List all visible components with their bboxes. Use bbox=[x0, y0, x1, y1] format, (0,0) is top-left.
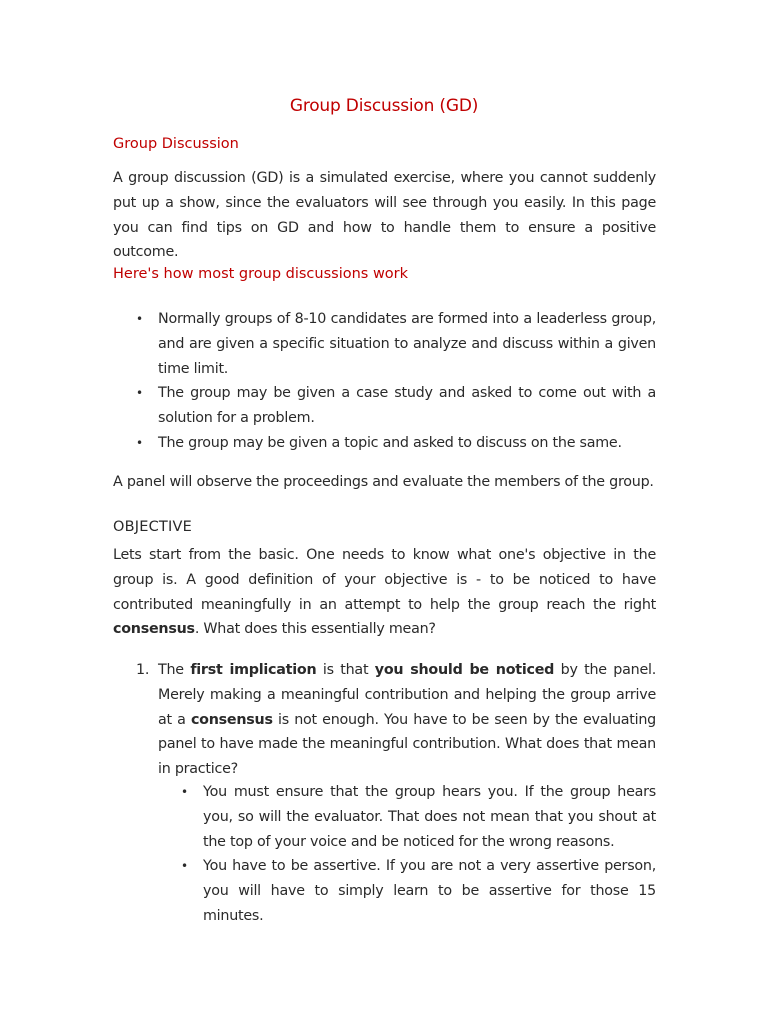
gd-bullet-list bbox=[136, 307, 656, 456]
bullet-icon: • bbox=[136, 312, 143, 326]
page-title: Group Discussion (GD) bbox=[289, 96, 479, 116]
objective-heading: OBJECTIVE bbox=[113, 519, 192, 535]
implication-bold: first implication bbox=[190, 662, 317, 678]
objective-bold-consensus: consensus bbox=[113, 621, 195, 638]
list-item bbox=[181, 854, 656, 928]
objective-text-start: Lets start from the basic. One needs to know what one's objective in the group is. A good definition of your objective is - to be noticed to have contributed meaningfully in an attempt to help the group reach the right bbox=[113, 547, 656, 613]
intro-paragraph: A group discussion (GD) is a simulated exercise, where you cannot suddenly put up a show, since the evaluators will see through you easily. In this page you can find tips on GD and how to handle them to ensure a positive outcome. bbox=[113, 170, 656, 261]
implication-subbullet-list bbox=[181, 780, 656, 929]
implication-text: is that bbox=[316, 662, 375, 678]
bullet-icon: • bbox=[181, 859, 188, 874]
implication-text: is not enough. You have to be seen by the evaluating panel to have made the meaningful contribution. What does that mean in practice? bbox=[158, 711, 657, 778]
list-item-text: The group may be given a topic and asked to discuss on the same. bbox=[158, 434, 622, 451]
list-item-text: You have to be assertive. If you are not a very assertive person, you will have to simply learn to be assertive for those 15 minutes. bbox=[203, 858, 656, 924]
objective-paragraph bbox=[113, 543, 656, 642]
panel-paragraph: A panel will observe the proceedings and evaluate the members of the group. bbox=[113, 474, 654, 490]
implication-list bbox=[136, 658, 657, 782]
list-item-text: The group may be given a case study and asked to come out with a solution for a problem. bbox=[158, 385, 656, 427]
list-item-text: You must ensure that the group hears you. If the group hears you, so will the evaluator. That does not mean that you shout at the top of your voice and be noticed for the wrong reasons. bbox=[203, 784, 656, 850]
list-item bbox=[136, 307, 656, 381]
implication-bold: consensus bbox=[190, 711, 273, 728]
bullet-icon: • bbox=[136, 435, 143, 450]
list-item bbox=[181, 780, 656, 854]
implication-text: The bbox=[158, 662, 191, 678]
list-item bbox=[136, 431, 656, 456]
section-heading-group-discussion: Group Discussion bbox=[113, 136, 239, 152]
implication-bold: you should be noticed bbox=[374, 662, 555, 678]
bullet-icon: • bbox=[136, 386, 143, 401]
implication-text: by the panel. Merely making a meaningful contribution and helping the group arrive at a bbox=[158, 662, 657, 728]
section-heading-how-gd-works: Here's how most group discussions work bbox=[113, 266, 409, 282]
objective-text-end: . What does this essentially mean? bbox=[194, 621, 436, 638]
list-item-text: Normally groups of 8-10 candidates are formed into a leaderless group, and are given a specific situation to analyze and discuss within a given time limit. bbox=[158, 311, 656, 377]
bullet-icon: • bbox=[181, 785, 188, 799]
list-item bbox=[136, 658, 657, 782]
list-item bbox=[136, 381, 656, 431]
list-number: 1. bbox=[136, 662, 150, 678]
